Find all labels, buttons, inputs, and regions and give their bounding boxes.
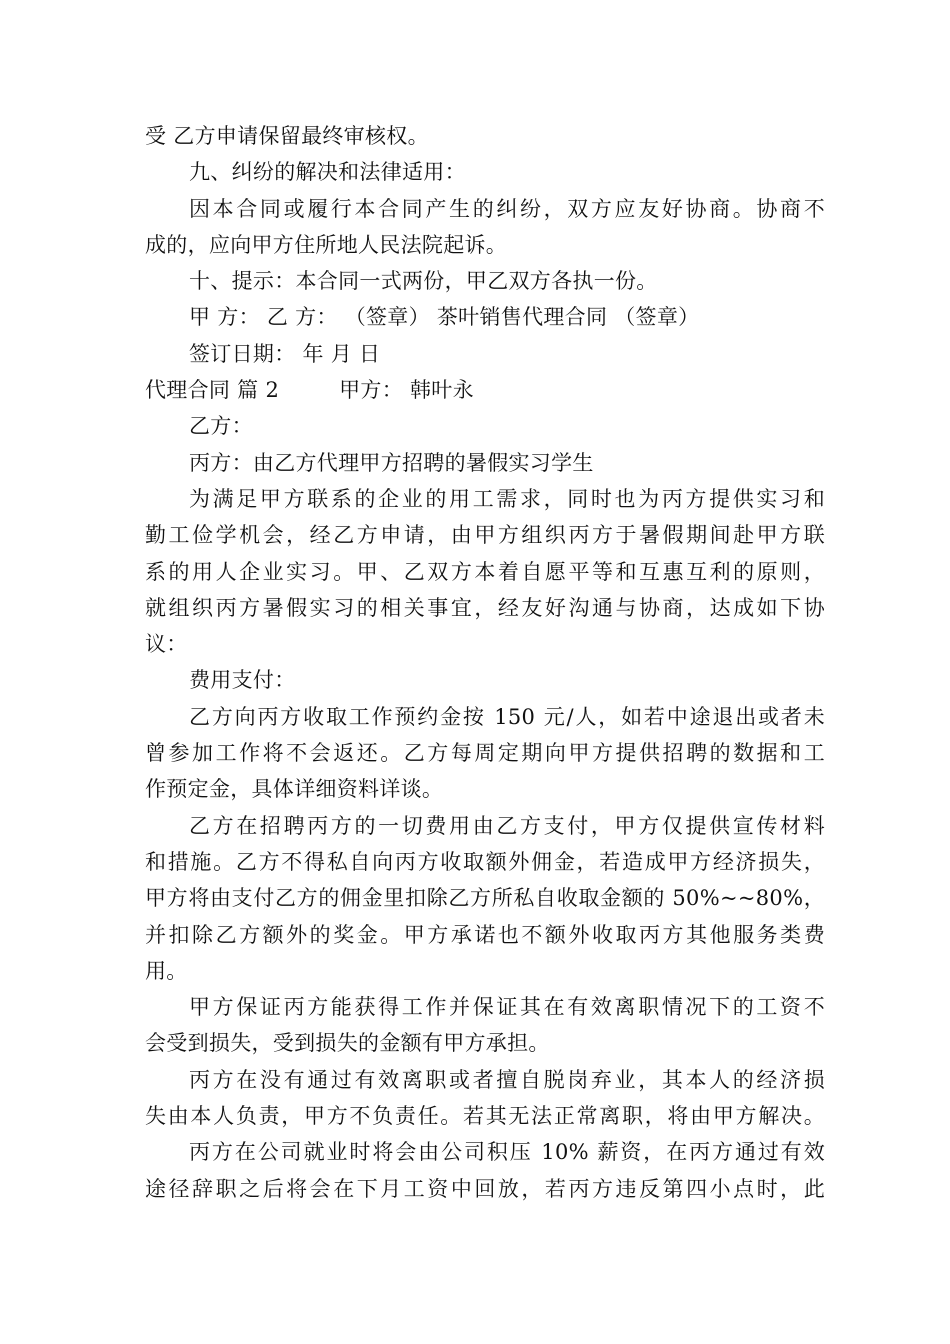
text-line: 丙方在公司就业时将会由公司积压 10% 薪资，在丙方通过有效 [189,1140,825,1165]
contract-title: 代理合同 篇 2 [145,378,280,403]
text-line: 受 乙方申请保留最终审核权。 [145,124,429,148]
text-line: 因本合同或履行本合同产生的纠纷，双方应友好协商。协商不 [189,196,825,221]
party-b-line: 乙方： [189,414,253,439]
text-line: 甲方将由支付乙方的佣金里扣除乙方所私自收取金额的 50%~~80%， [145,886,825,911]
text-line: 乙方向丙方收取工作预约金按 150 元/人，如若中途退出或者未 [189,704,825,729]
text-line: 乙方在招聘丙方的一切费用由乙方支付，甲方仅提供宣传材料 [189,813,825,838]
section-heading-notice: 十、提示：本合同一式两份，甲乙双方各执一份。 [189,269,658,294]
text-line: 和措施。乙方不得私自向丙方收取额外佣金，若造成甲方经济损失， [145,849,825,874]
text-line: 为满足甲方联系的企业的用工需求，同时也为丙方提供实习和 [189,486,825,511]
text-line: 成的，应向甲方住所地人民法院起诉。 [145,232,508,257]
text-line: 系的用人企业实习。甲、乙双方本着自愿平等和互惠互利的原则， [145,559,825,584]
document-page [145,118,825,1207]
text-line: 用。 [145,958,188,983]
text-line: 并扣除乙方额外的奖金。甲方承诺也不额外收取丙方其他服务类费 [145,922,825,947]
section-heading-fees: 费用支付： [189,668,296,693]
text-line: 会受到损失，受到损失的金额有甲方承担。 [145,1031,550,1056]
text-line: 勤工俭学机会，经乙方申请，由甲方组织丙方于暑假期间赴甲方联 [145,523,825,548]
text-line: 曾参加工作将不会返还。乙方每周定期向甲方提供招聘的数据和工 [145,741,825,766]
party-c-line: 丙方：由乙方代理甲方招聘的暑假实习学生 [189,450,594,475]
text-line: 途径辞职之后将会在下月工资中回放，若丙方违反第四小点时，此 [145,1176,825,1201]
signature-line: 甲 方： 乙 方： （签章） 茶叶销售代理合同 （签章） [189,305,700,330]
signing-date-line: 签订日期： 年 月 日 [189,341,381,366]
section-heading-dispute: 九、纠纷的解决和法律适用： [189,160,466,185]
party-a-name: 甲方： 韩叶永 [339,378,474,403]
text-line: 就组织丙方暑假实习的相关事宜，经友好沟通与协商，达成如下协 [145,595,825,620]
text-line: 失由本人负责，甲方不负责任。若其无法正常离职，将由甲方解决。 [145,1104,825,1129]
contract-title-line [145,372,825,408]
text-line: 甲方保证丙方能获得工作并保证其在有效离职情况下的工资不 [189,995,825,1020]
text-line: 议： [145,632,188,657]
text-line: 丙方在没有通过有效离职或者擅自脱岗弃业，其本人的经济损 [189,1067,825,1092]
text-line: 作预定金，具体详细资料详谈。 [145,777,444,802]
